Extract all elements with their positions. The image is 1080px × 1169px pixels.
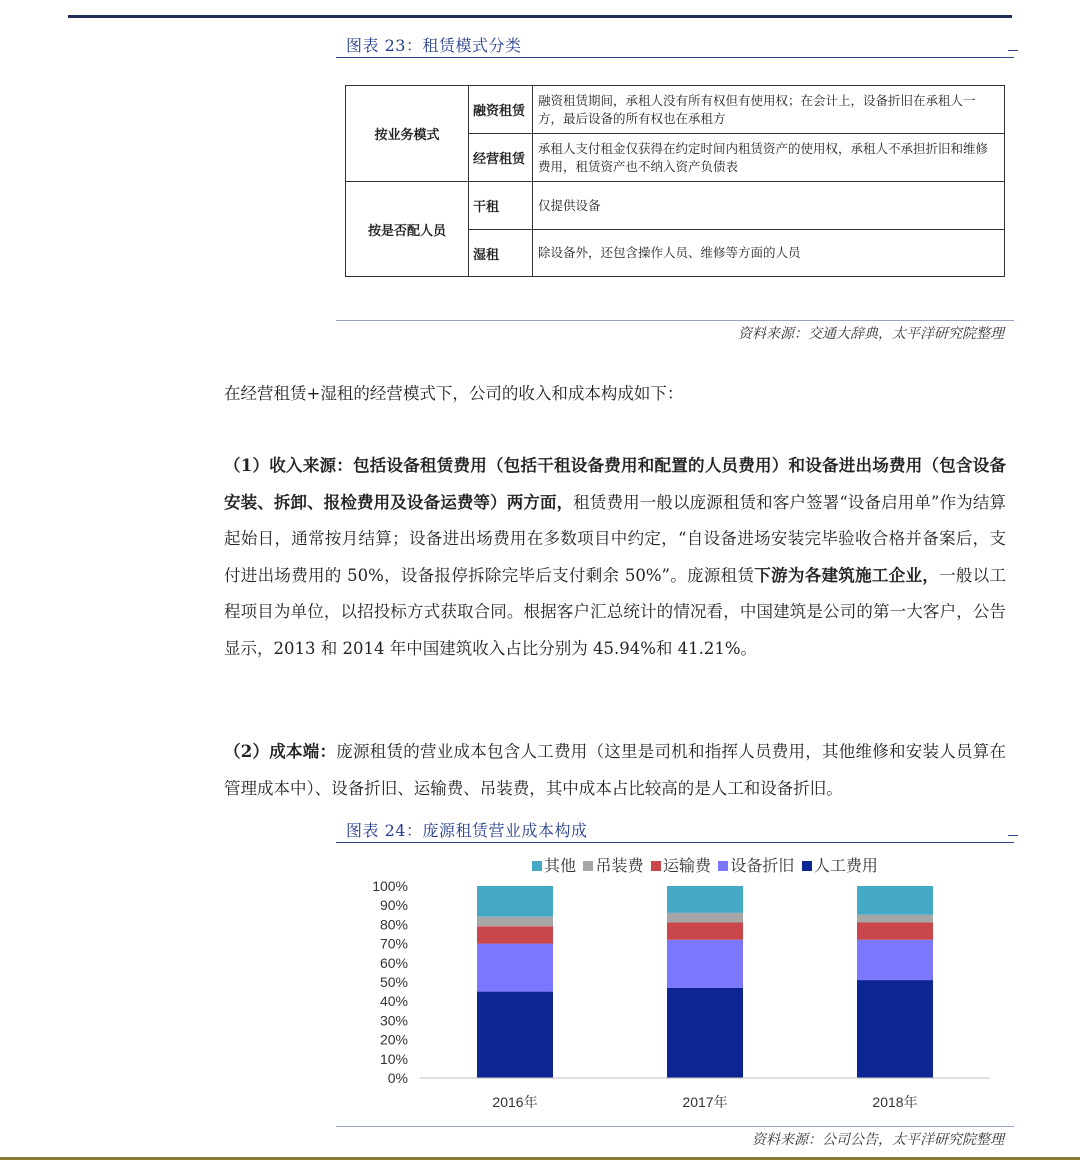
bars: [477, 886, 933, 1078]
cost-heading: （2）成本端：: [224, 742, 337, 761]
cost-paragraph: [224, 734, 1006, 807]
table-sub-cell: 经营租赁: [469, 134, 533, 182]
figure-24-title-bar: [336, 816, 1014, 843]
bar-segment: [667, 886, 743, 913]
legend-swatch: [532, 861, 542, 871]
title-bar-mark: [1008, 835, 1018, 836]
bar-segment: [667, 913, 743, 923]
legend-item: [583, 858, 643, 875]
table-sub-cell: 湿租: [469, 230, 533, 277]
intro-paragraph: 在经营租赁+湿租的经营模式下，公司的收入和成本构成如下：: [224, 384, 684, 403]
revenue-heading: （1）收入来源：包括设备租赁费用（包括干租设备费用和配置的人员费用）和设备进出场费用（包含设备安装、拆卸、报检费用及设备运费等）两方面，: [224, 456, 1006, 512]
legend-label: 人工费用: [813, 858, 878, 875]
cost-structure-chart: [360, 875, 1000, 1120]
table-category-cell: 按业务模式: [346, 86, 469, 182]
bar-segment: [857, 940, 933, 980]
cost-text: 庞源租赁的营业成本包含人工费用（这里是司机和指挥人员费用，其他维修和安装人员算在管理成本中）、设备折旧、运输费、吊装费，其中成本占比较高的是人工和设备折旧。: [224, 742, 1006, 798]
bar-segment: [477, 886, 553, 917]
bar-segment: [667, 922, 743, 939]
legend-swatch: [651, 861, 661, 871]
table-sub-cell: 融资租赁: [469, 86, 533, 134]
figure-23-title-bar: [336, 31, 1014, 58]
downstream-emphasis: 下游为各建筑施工企业，: [754, 565, 940, 585]
bar-segment: [857, 922, 933, 939]
y-tick-label: 0%: [387, 1070, 408, 1086]
bar-segment: [477, 926, 553, 943]
x-tick-label: 2018年: [872, 1094, 918, 1110]
x-axis: [492, 1094, 917, 1110]
revenue-text: 租赁费用一般以庞源租赁和客户签署“设备启用单”作为结算起始日，通常按月结算；设备进出场费用在多数项目中约定，“自设备进场安装完毕验收合格并备案后，支付进出场费用的 50%，设备报停拆除完毕后支付剩余 50%”。庞源租赁: [224, 492, 1007, 585]
figure-23-source: 资料来源：交通大辞典，太平洋研究院整理: [738, 326, 1004, 342]
figure-24-source: 资料来源：公司公告，太平洋研究院整理: [752, 1132, 1004, 1148]
legend-label: 吊装费: [595, 858, 644, 875]
y-tick-label: 60%: [379, 954, 408, 971]
legend-swatch: [802, 861, 812, 871]
y-tick-label: 50%: [379, 974, 408, 990]
y-tick-label: 100%: [372, 878, 408, 894]
legend-label: 运输费: [662, 858, 711, 875]
bar-segment: [477, 944, 553, 992]
legend-label: 其他: [544, 858, 577, 875]
y-tick-label: 20%: [379, 1031, 408, 1048]
figure-24-source-bar: [336, 1126, 1014, 1148]
y-tick-label: 80%: [379, 916, 408, 933]
table-desc-cell: 仅提供设备: [533, 182, 1005, 230]
legend-item: [802, 858, 878, 875]
legend-swatch: [718, 861, 728, 871]
legend-label: 设备折旧: [730, 858, 795, 875]
y-tick-label: 40%: [379, 993, 408, 1010]
table-desc-cell: 承租人支付租金仅获得在约定时间内租赁资产的使用权，承租人不承担折旧和维修费用，租赁资产也不纳入资产负债表: [533, 134, 1005, 182]
legend-item: [718, 858, 794, 875]
title-bar-mark: [1008, 50, 1018, 51]
table-row: [346, 182, 1005, 230]
y-tick-label: 10%: [379, 1050, 408, 1067]
bar-segment: [477, 917, 553, 927]
figure-23-source-bar: [336, 320, 1014, 342]
figure-24-title: 图表 24：庞源租赁营业成本构成: [346, 821, 588, 840]
legend-item: [532, 858, 576, 875]
bar-segment: [667, 940, 743, 988]
bottom-rule: [0, 1157, 1080, 1160]
legend-item: [651, 858, 711, 875]
y-axis: [372, 878, 408, 1086]
table-desc-cell: 除设备外，还包含操作人员、维修等方面的人员: [533, 230, 1005, 277]
y-tick-label: 90%: [379, 897, 408, 914]
bar-segment: [857, 886, 933, 915]
table-desc-cell: 融资租赁期间，承租人没有所有权但有使用权；在会计上，设备折旧在承租人一方，最后设备的所有权也在承租方: [533, 86, 1005, 134]
table-row: [346, 86, 1005, 134]
revenue-text-2: 一般以工程项目为单位，以招投标方式获取合同。根据客户汇总统计的情况看，中国建筑是公司的第一大客户，公告显示，2013 和 2014 年中国建筑收入占比分别为 45.94%和 41.21%。: [224, 565, 1007, 658]
bar-segment: [857, 915, 933, 923]
legend-swatch: [583, 861, 593, 871]
revenue-paragraph: [224, 448, 1006, 667]
y-tick-label: 70%: [379, 935, 408, 952]
x-tick-label: 2017年: [682, 1094, 728, 1110]
lease-mode-table: [345, 85, 1005, 277]
table-sub-cell: 干租: [469, 182, 533, 230]
bar-segment: [667, 988, 743, 1078]
y-tick-label: 30%: [379, 1012, 408, 1029]
figure-23-title: 图表 23：租赁模式分类: [346, 36, 522, 55]
bar-segment: [857, 980, 933, 1078]
top-rule: [68, 15, 1012, 18]
x-tick-label: 2016年: [492, 1094, 538, 1110]
chart-legend: [532, 853, 881, 876]
bar-segment: [477, 992, 553, 1078]
table-category-cell: 按是否配人员: [346, 182, 469, 277]
